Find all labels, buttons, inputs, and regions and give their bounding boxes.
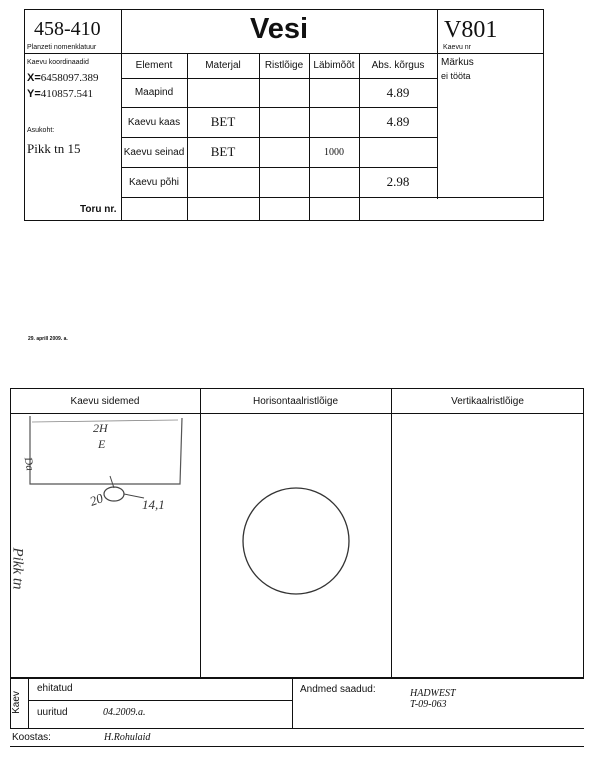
sketch-note-left: Da bbox=[21, 456, 36, 472]
table-cell-height: 2.98 bbox=[386, 174, 410, 189]
footer-compiled-label: Koostas: bbox=[12, 732, 51, 743]
footer-built-label: ehitatud bbox=[37, 683, 73, 694]
footer-surveyed-value: 04.2009.a. bbox=[103, 707, 146, 718]
divider bbox=[10, 746, 584, 747]
sketch-note-number: 20 bbox=[87, 490, 106, 509]
footer-side-label: Kaev bbox=[10, 691, 22, 714]
table-cell-material: BET bbox=[210, 144, 236, 159]
coordinate-x-value: 6458097.389 bbox=[40, 72, 99, 84]
sketch-note-mark: E bbox=[98, 437, 106, 451]
pipe-label: Toru nr. bbox=[80, 204, 117, 215]
remarks-label: Märkus bbox=[441, 57, 474, 68]
footer-surveyed-label: uuritud bbox=[37, 707, 68, 718]
table-header-height: Abs. kõrgus bbox=[371, 60, 425, 71]
panel-title-vertical: Vertikaalristlõige bbox=[451, 396, 524, 407]
footer-data-label: Andmed saadud: bbox=[300, 684, 376, 695]
table-cell-element: Kaevu seinad bbox=[123, 146, 185, 158]
divider bbox=[259, 53, 260, 221]
connections-sketch bbox=[10, 414, 200, 678]
coordinates-label: Kaevu koordinaadid bbox=[27, 59, 89, 66]
footer-data-source: HADWEST bbox=[410, 688, 456, 699]
table-header-element: Element bbox=[135, 60, 173, 71]
footer-data-code: T-09-063 bbox=[410, 699, 447, 710]
sketch-note-top: 2H bbox=[93, 421, 108, 435]
horizontal-section-drawing bbox=[200, 414, 391, 678]
footer-compiled-value: H.Rohulaid bbox=[104, 732, 151, 743]
divider bbox=[292, 678, 293, 728]
coordinate-x-label: X= bbox=[27, 72, 41, 84]
coordinate-y-label: Y= bbox=[27, 88, 41, 100]
sketch-well bbox=[104, 487, 124, 501]
sketch-street-label: Pikk tn bbox=[9, 547, 26, 590]
sheet-caption: Planzeti nomenklatuur bbox=[27, 44, 97, 51]
coordinate-y bbox=[27, 88, 93, 100]
divider bbox=[121, 197, 544, 198]
table-cell-height: 4.89 bbox=[386, 114, 410, 129]
table-cell-element: Kaevu kaas bbox=[127, 116, 181, 128]
table-cell-height: 4.89 bbox=[386, 84, 410, 100]
sketch-arrow bbox=[110, 476, 114, 488]
table-header-diameter: Läbimõõt bbox=[313, 60, 355, 71]
coordinate-y-value: 410857.541 bbox=[40, 88, 94, 100]
panel-title-connections: Kaevu sidemed bbox=[70, 396, 140, 407]
table-cell-element: Kaevu põhi bbox=[128, 176, 180, 188]
sketch-branch bbox=[124, 494, 144, 498]
panel-title-horizontal: Horisontaalristlõige bbox=[252, 396, 339, 407]
table-cell-diameter: 1000 bbox=[324, 146, 344, 158]
divider bbox=[10, 728, 584, 729]
well-id: V801 bbox=[444, 17, 498, 43]
table-header-section: Ristlõige bbox=[264, 60, 304, 71]
page-title: Vesi bbox=[249, 13, 309, 45]
well-caption: Kaevu nr bbox=[443, 44, 472, 51]
table-cell-material: BET bbox=[210, 114, 236, 129]
divider bbox=[28, 678, 29, 728]
coordinate-x bbox=[27, 72, 99, 84]
sketch-note-side: 14,1 bbox=[142, 497, 165, 512]
table-header-material: Materjal bbox=[205, 60, 241, 71]
date-note: 29. aprill 2009. a. bbox=[28, 336, 68, 342]
well-section-circle bbox=[243, 488, 349, 594]
sheet-number: 458-410 bbox=[34, 18, 101, 40]
remarks-value: ei tööta bbox=[441, 71, 471, 81]
divider bbox=[391, 388, 392, 678]
divider bbox=[10, 678, 584, 679]
divider bbox=[28, 700, 292, 701]
location-label: Asukoht: bbox=[27, 127, 55, 134]
table-cell-element: Maapind bbox=[134, 87, 174, 98]
location-value: Pikk tn 15 bbox=[27, 141, 81, 156]
divider bbox=[437, 9, 438, 199]
